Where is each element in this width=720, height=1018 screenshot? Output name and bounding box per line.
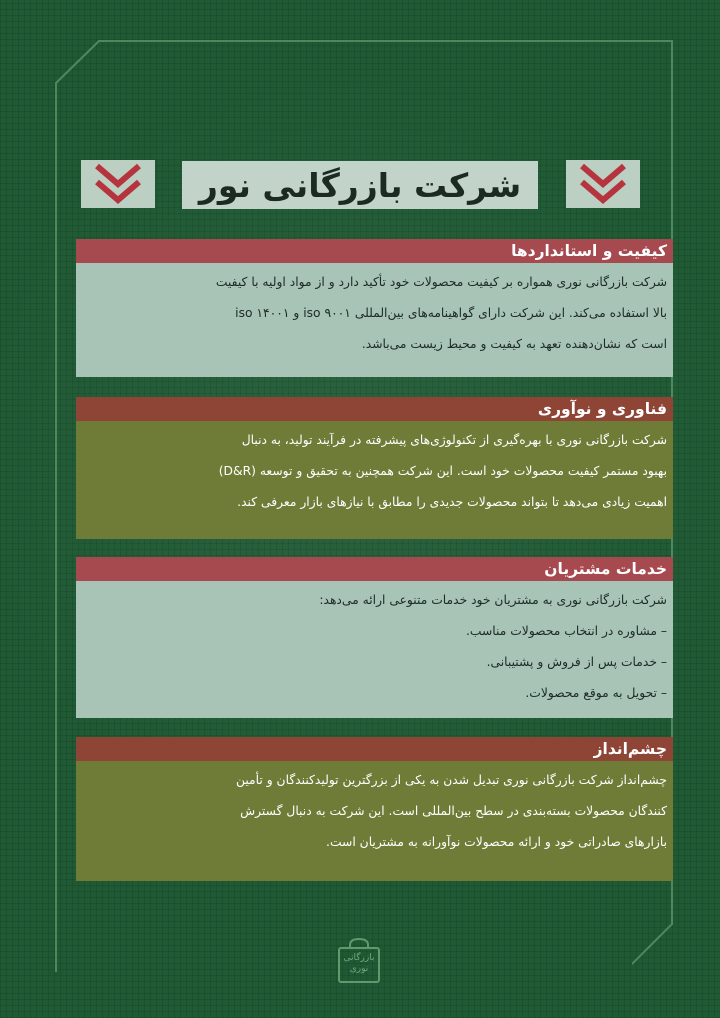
body-line: شرکت بازرگانی نوری به مشتریان خود خدمات متنوعی ارائه می‌دهد: <box>319 593 667 607</box>
body-line: بهبود مستمر کیفیت محصولات خود است. این شرکت همچنین به تحقیق و توسعه (D&R) <box>218 464 667 478</box>
body-line: کنندگان محصولات بسته‌بندی در سطح بین‌المللی است. این شرکت به دنبال گسترش <box>240 804 667 818</box>
section-technology <box>76 397 673 539</box>
chevron-box-right <box>566 160 640 208</box>
section-customer-service <box>76 557 673 718</box>
section-body <box>76 263 673 377</box>
section-body <box>76 581 673 718</box>
section-heading: کیفیت و استانداردها <box>511 242 667 260</box>
list-item: – خدمات پس از فروش و پشتیبانی. <box>486 655 667 669</box>
section-heading: فناوری و نوآوری <box>537 400 667 418</box>
body-line: شرکت بازرگانی نوری با بهره‌گیری از تکنولوژی‌های پیشرفته در فرآیند تولید، به دنبال <box>241 433 667 447</box>
section-body <box>76 761 673 881</box>
list-item: – تحویل به موقع محصولات. <box>525 686 667 700</box>
section-vision <box>76 737 673 881</box>
section-heading-bar <box>76 239 673 263</box>
frame-left-line <box>55 82 57 972</box>
frame-top-line <box>98 40 672 42</box>
body-line: بازارهای صادراتی خود و ارائه محصولات نوآورانه به مشتریان است. <box>326 835 667 849</box>
section-heading-bar <box>76 557 673 581</box>
body-line: است که نشان‌دهنده تعهد به کیفیت و محیط زیست می‌باشد. <box>361 337 667 351</box>
section-heading: چشم‌انداز <box>593 740 667 758</box>
body-line: اهمیت زیادی می‌دهد تا بتواند محصولات جدیدی را مطابق با نیازهای بازار معرفی کند. <box>237 495 667 509</box>
page-title: شرکت بازرگانی نور <box>198 165 522 205</box>
section-quality <box>76 239 673 377</box>
section-heading-bar <box>76 737 673 761</box>
list-item: – مشاوره در انتخاب محصولات مناسب. <box>465 624 667 638</box>
chevron-down-icon <box>566 160 640 208</box>
section-body <box>76 421 673 539</box>
logo-line-1: بازرگانی <box>343 953 375 963</box>
chevron-down-icon <box>81 160 155 208</box>
section-heading-bar <box>76 397 673 421</box>
page-title-box <box>182 161 538 209</box>
body-line: شرکت بازرگانی نوری همواره بر کیفیت محصولات خود تأکید دارد و از مواد اولیه با کیفیت <box>215 275 667 289</box>
body-line: بالا استفاده می‌کند. این شرکت دارای گواهینامه‌های بین‌المللی iso ۹۰۰۱ و iso ۱۴۰۰۱ <box>235 306 667 320</box>
chevron-box-left <box>81 160 155 208</box>
frame-corner-top-left <box>55 40 101 86</box>
body-line: چشم‌انداز شرکت بازرگانی نوری تبدیل شدن به یکی از بزرگترین تولیدکنندگان و تأمین <box>235 773 667 787</box>
frame-corner-bottom-right <box>632 924 674 966</box>
company-logo <box>337 938 381 984</box>
logo-line-2: نوری <box>349 964 369 974</box>
logo-text <box>339 953 379 975</box>
section-heading: خدمات مشتریان <box>544 560 667 578</box>
